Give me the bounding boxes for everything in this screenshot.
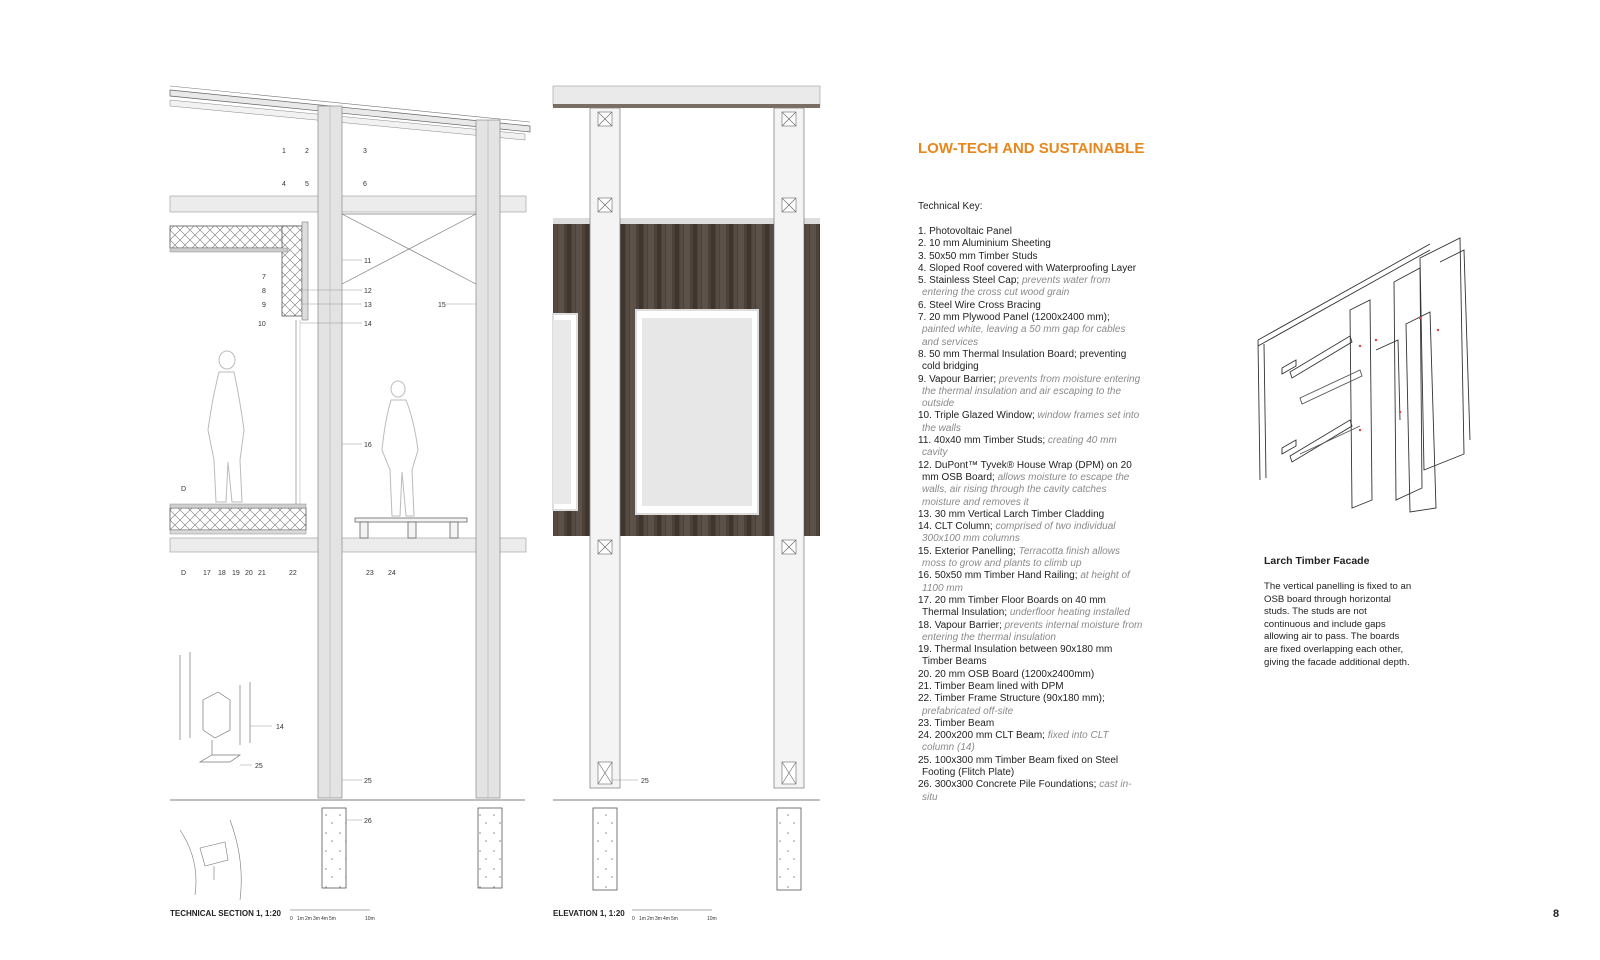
- technical-key-number: 12.: [918, 459, 932, 471]
- technical-key-text: 20 mm Timber Floor Boards on 40 mm Thermal Insulation;: [922, 594, 1106, 619]
- technical-section-drawing: [170, 86, 530, 922]
- technical-key-text: Timber Beam: [934, 717, 995, 729]
- svg-text:10m: 10m: [365, 916, 375, 922]
- detail-callout-14: 14: [276, 724, 284, 731]
- technical-key-text: Vapour Barrier;: [929, 373, 997, 385]
- technical-key-item: [918, 620, 1143, 645]
- technical-key-item: [918, 238, 1143, 250]
- technical-key-number: 2.: [918, 238, 927, 250]
- callout-18: 18: [218, 570, 226, 577]
- technical-key-number: 10.: [918, 410, 932, 422]
- technical-key-item: [918, 374, 1143, 411]
- callout-d-bottom: D: [181, 570, 187, 577]
- callout-2: 2: [305, 148, 309, 155]
- technical-key-number: 18.: [918, 619, 932, 631]
- elevation-callout-25: 25: [641, 778, 649, 785]
- callout-d-top: D: [181, 486, 187, 493]
- technical-key-note: creating 40 mm cavity: [922, 435, 1117, 459]
- callout-23: 23: [366, 570, 374, 577]
- technical-key-text: Photovoltaic Panel: [929, 226, 1012, 237]
- technical-key-text: 200x200 mm CLT Beam;: [934, 730, 1045, 742]
- svg-text:4m: 4m: [663, 916, 670, 922]
- svg-text:0: 0: [290, 916, 293, 922]
- technical-key-item: [918, 779, 1143, 804]
- page-number: 8: [1553, 908, 1560, 920]
- elevation-drawing: [553, 86, 820, 922]
- technical-key-number: 15.: [918, 545, 932, 557]
- wall-insulation-build-up: [170, 222, 308, 510]
- technical-key-item: [918, 718, 1143, 730]
- technical-key-number: 17.: [918, 594, 932, 606]
- technical-key-list: [918, 226, 1143, 804]
- callout-22: 22: [289, 570, 297, 577]
- technical-key-note: at height of 1100 mm: [922, 570, 1130, 594]
- technical-key-note: painted white, leaving a 50 mm gap for cables and services: [922, 324, 1126, 348]
- technical-key-text: 20 mm OSB Board (1200x2400mm): [934, 668, 1095, 680]
- technical-key-note: prevents from moisture entering the thermal insulation and air escaping to the outside: [922, 373, 1141, 410]
- technical-key-number: 1.: [918, 226, 927, 237]
- technical-key-item: [918, 263, 1143, 275]
- technical-key-number: 3.: [918, 250, 927, 262]
- svg-text:10m: 10m: [707, 916, 717, 922]
- technical-key-number: 20.: [918, 668, 932, 680]
- technical-key-item: [918, 312, 1143, 349]
- technical-key-text: 40x40 mm Timber Studs;: [933, 435, 1046, 447]
- technical-key-number: 13.: [918, 508, 932, 520]
- elevation-caption: ELEVATION 1, 1:20: [553, 909, 625, 918]
- technical-key-note: prevents water from entering the cross cut wood grain: [922, 275, 1111, 299]
- technical-key-item: [918, 644, 1143, 669]
- technical-key-number: 23.: [918, 717, 932, 729]
- technical-key-text: 20 mm Plywood Panel (1200x2400 mm);: [929, 312, 1110, 324]
- technical-key-number: 11.: [918, 435, 932, 447]
- callout-1: 1: [282, 148, 286, 155]
- technical-key-text: Thermal Insulation between 90x180 mm Timber Beams: [922, 644, 1113, 668]
- callout-14: 14: [364, 321, 372, 328]
- technical-key-text: 50x50 mm Timber Studs: [929, 250, 1038, 262]
- larch-facade-sketch: [1258, 238, 1470, 512]
- technical-key-number: 6.: [918, 299, 927, 311]
- technical-key-item: [918, 730, 1143, 755]
- callout-16: 16: [364, 442, 372, 449]
- callout-11: 11: [364, 258, 372, 265]
- svg-text:5m: 5m: [329, 916, 336, 922]
- technical-key-item: [918, 435, 1143, 460]
- technical-key-note: prevents internal moisture from entering the thermal insulation: [922, 619, 1143, 643]
- callout-19: 19: [232, 570, 240, 577]
- technical-key-text: Timber Frame Structure (90x180 mm);: [934, 693, 1105, 705]
- technical-key-label: Technical Key:: [918, 201, 983, 212]
- technical-key-note: comprised of two individual 300x100 mm columns: [922, 521, 1116, 545]
- svg-text:2m: 2m: [647, 916, 654, 922]
- technical-key-note: window frames set into the walls: [922, 410, 1140, 434]
- callout-17: 17: [203, 570, 211, 577]
- svg-text:4m: 4m: [321, 916, 328, 922]
- technical-key-text: Vapour Barrier;: [934, 619, 1002, 631]
- technical-key-text: 50x50 mm Timber Hand Railing;: [934, 570, 1078, 582]
- callout-12: 12: [364, 288, 372, 295]
- callout-5: 5: [305, 181, 309, 188]
- technical-key-text: Sloped Roof covered with Waterproofing Layer: [929, 262, 1137, 274]
- technical-key-item: [918, 410, 1143, 435]
- section-caption: TECHNICAL SECTION 1, 1:20: [170, 909, 281, 918]
- scale-figure-right: [382, 381, 418, 516]
- steel-wire-cross-bracing: [342, 214, 476, 284]
- technical-key-number: 8.: [918, 348, 927, 360]
- technical-key-item: [918, 509, 1143, 521]
- technical-key-number: 22.: [918, 693, 932, 705]
- technical-key-text: Steel Wire Cross Bracing: [929, 299, 1041, 311]
- technical-key-item: [918, 226, 1143, 238]
- technical-key-note: fixed into CLT column (14): [922, 730, 1109, 754]
- technical-key-number: 21.: [918, 680, 932, 692]
- technical-key-item: [918, 595, 1143, 620]
- site-plan-sketch: [180, 820, 241, 900]
- technical-key-text: Timber Beam lined with DPM: [934, 680, 1064, 692]
- roof-band: [553, 86, 820, 106]
- technical-key-note: prefabricated off-site: [922, 705, 1014, 717]
- svg-text:3m: 3m: [313, 916, 320, 922]
- svg-text:1m: 1m: [639, 916, 646, 922]
- callout-7: 7: [262, 274, 266, 281]
- technical-key-number: 25.: [918, 754, 932, 766]
- technical-key-note: underfloor heating installed: [1009, 607, 1130, 619]
- technical-key-note: cast in-situ: [922, 779, 1132, 803]
- technical-key-text: 50 mm Thermal Insulation Board; preventing cold bridging: [922, 348, 1127, 373]
- upper-beam: [170, 196, 526, 212]
- callout-9: 9: [262, 302, 266, 309]
- callout-3: 3: [363, 148, 367, 155]
- technical-key-text: 100x300 mm Timber Beam fixed on Steel Footing (Flitch Plate): [922, 754, 1119, 779]
- technical-key-item: [918, 755, 1143, 780]
- floor-beam: [170, 538, 526, 552]
- technical-key-number: 24.: [918, 730, 932, 742]
- bench: [355, 518, 467, 538]
- technical-key-number: 4.: [918, 262, 927, 274]
- technical-key-item: [918, 546, 1143, 571]
- technical-key-item: [918, 349, 1143, 374]
- page-heading: LOW-TECH AND SUSTAINABLE: [918, 140, 1145, 157]
- technical-key-note: allows moisture to escape the walls, air rising through the cavity catches moisture and removes it: [922, 471, 1130, 508]
- technical-key-text: 30 mm Vertical Larch Timber Cladding: [934, 508, 1105, 520]
- svg-text:3m: 3m: [655, 916, 662, 922]
- joint-detail-sketch: [180, 652, 272, 765]
- callout-20: 20: [245, 570, 253, 577]
- technical-key-number: 7.: [918, 312, 927, 324]
- callout-10: 10: [258, 321, 266, 328]
- technical-key-number: 16.: [918, 570, 932, 582]
- technical-key-number: 19.: [918, 644, 932, 656]
- callout-6: 6: [363, 181, 367, 188]
- technical-key-text: Stainless Steel Cap;: [929, 275, 1020, 287]
- technical-key-note: Terracotta finish allows moss to grow and plants to climb up: [922, 545, 1120, 570]
- technical-key-text: Exterior Panelling;: [934, 545, 1016, 557]
- elevation-scale-bar: [632, 910, 717, 922]
- section-scale-bar: [290, 910, 375, 922]
- technical-key-item: [918, 669, 1143, 681]
- technical-key-text: DuPont™ Tyvek® House Wrap (DPM) on 20 mm OSB Board;: [922, 459, 1132, 483]
- technical-key-text: Triple Glazed Window;: [934, 410, 1035, 422]
- floor-build-up: [170, 504, 306, 534]
- technical-key-item: [918, 681, 1143, 693]
- callout-15: 15: [438, 302, 446, 309]
- technical-key-number: 26.: [918, 779, 932, 791]
- svg-text:5m: 5m: [671, 916, 678, 922]
- technical-key-text: CLT Column;: [934, 521, 993, 533]
- technical-key-number: 9.: [918, 373, 927, 385]
- callout-4: 4: [282, 181, 286, 188]
- svg-text:2m: 2m: [305, 916, 312, 922]
- technical-key-item: [918, 251, 1143, 263]
- callout-8: 8: [262, 288, 266, 295]
- technical-key-item: [918, 460, 1143, 509]
- facade-description: The vertical panelling is fixed to an OSB board through horizontal studs. The studs are not continuous and include gaps allowing air to pass. The boards are fixed overlapping each other, giving the facade additional depth.: [1264, 581, 1412, 668]
- technical-key-text: 300x300 Concrete Pile Foundations;: [934, 779, 1097, 791]
- scale-figure-left: [208, 351, 244, 502]
- technical-key-text: 10 mm Aluminium Sheeting: [929, 238, 1051, 250]
- callout-25: 25: [364, 778, 372, 785]
- callout-24: 24: [388, 570, 396, 577]
- elevation-piles: [593, 808, 801, 890]
- svg-text:1m: 1m: [297, 916, 304, 922]
- technical-key-item: [918, 693, 1143, 718]
- svg-text:0: 0: [632, 916, 635, 922]
- technical-key-number: 5.: [918, 275, 927, 287]
- callout-26: 26: [364, 818, 372, 825]
- technical-key-item: [918, 275, 1143, 300]
- technical-key-number: 14.: [918, 521, 932, 533]
- callout-21: 21: [258, 570, 266, 577]
- technical-key-item: [918, 570, 1143, 595]
- facade-title: Larch Timber Facade: [1264, 555, 1370, 567]
- detail-callout-25: 25: [255, 763, 263, 770]
- callout-13: 13: [364, 302, 372, 309]
- technical-key-item: [918, 521, 1143, 546]
- technical-key-item: [918, 300, 1143, 312]
